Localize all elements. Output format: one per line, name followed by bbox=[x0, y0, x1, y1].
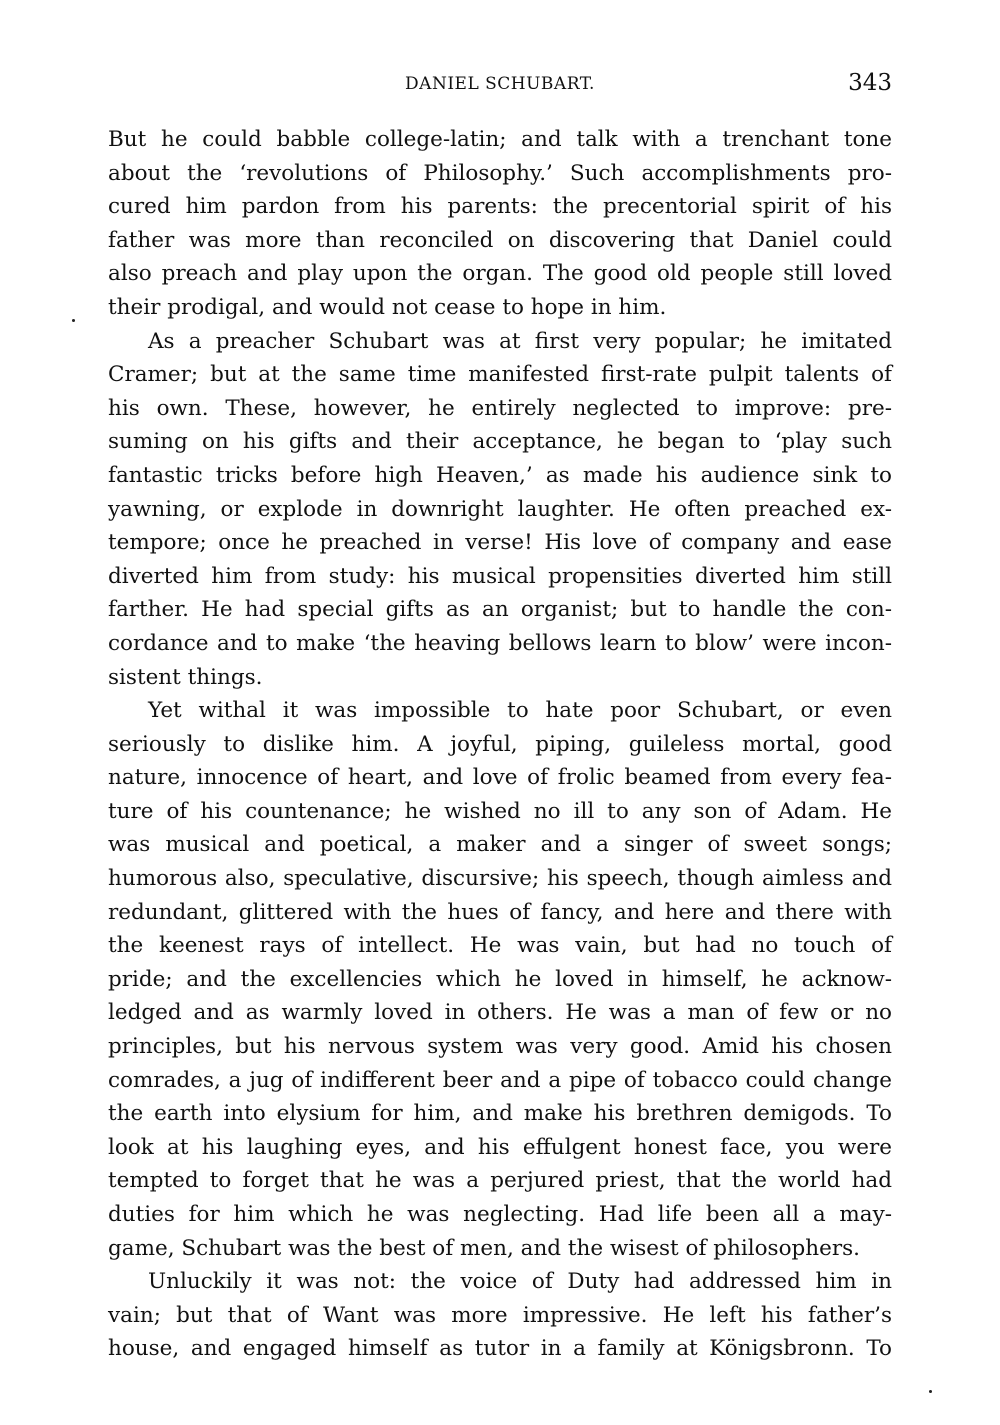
text-line: redundant, glittered with the hues of fancy, and here and there with bbox=[108, 899, 892, 925]
text-line: was musical and poetical, a maker and a singer of sweet songs; bbox=[108, 832, 892, 858]
text-line: duties for him which he was neglecting. Had life been all a may- bbox=[108, 1202, 892, 1227]
text-line: Cramer; but at the same time manifested first-rate pulpit talents of bbox=[108, 362, 892, 388]
paragraph bbox=[108, 325, 892, 695]
text-line: comrades, a jug of indifferent beer and a pipe of tobacco could change bbox=[108, 1067, 892, 1093]
running-head bbox=[108, 72, 892, 102]
text-line: the earth into elysium for him, and make his brethren demigods. To bbox=[108, 1101, 892, 1127]
text-line: cordance and to make ‘the heaving bellows learn to blow’ were incon- bbox=[108, 630, 892, 656]
text-line: his own. These, however, he entirely neglected to improve: pre- bbox=[108, 395, 892, 421]
text-line: nature, innocence of heart, and love of frolic beamed from every fea- bbox=[108, 765, 892, 791]
page-number: 343 bbox=[848, 70, 892, 96]
text-line: vain; but that of Want was more impressive. He left his father’s bbox=[108, 1302, 892, 1328]
text-line: house, and engaged himself as tutor in a family at Königsbronn. To bbox=[108, 1336, 892, 1362]
text-line: Unluckily it was not: the voice of Duty had addressed him in bbox=[148, 1269, 892, 1295]
text-line: But he could babble college-latin; and talk with a trenchant tone bbox=[108, 127, 892, 152]
text-line: look at his laughing eyes, and his effulgent honest face, you were bbox=[108, 1134, 892, 1160]
margin-speck bbox=[929, 1390, 932, 1393]
text-line: ledged and as warmly loved in others. He was a man of few or no bbox=[108, 1000, 892, 1026]
running-title: DANIEL SCHUBART. bbox=[405, 74, 595, 94]
text-line: father was more than reconciled on discovering that Daniel could bbox=[108, 227, 892, 253]
paragraph bbox=[108, 694, 892, 1265]
text-line: humorous also, speculative, discursive; his speech, though aimless and bbox=[108, 866, 892, 892]
text-line: tempore; once he preached in verse! His love of company and ease bbox=[108, 530, 892, 556]
text-line: ture of his countenance; he wished no ill to any son of Adam. He bbox=[108, 798, 892, 824]
text-line: their prodigal, and would not cease to hope in him. bbox=[108, 294, 667, 320]
margin-speck bbox=[72, 319, 75, 322]
paragraph bbox=[108, 123, 892, 325]
text-line: As a preacher Schubart was at first very popular; he imitated bbox=[148, 328, 892, 354]
text-line: also preach and play upon the organ. The good old people still loved bbox=[108, 261, 892, 287]
text-line: Yet withal it was impossible to hate poor Schubart, or even bbox=[148, 698, 892, 724]
text-line: tempted to forget that he was a perjured priest, that the world had bbox=[108, 1168, 892, 1194]
text-line: cured him pardon from his parents: the precentorial spirit of his bbox=[108, 194, 892, 220]
text-line: suming on his gifts and their acceptance, he began to ‘play such bbox=[108, 429, 892, 455]
text-line: the keenest rays of intellect. He was vain, but had no touch of bbox=[108, 933, 892, 959]
text-line: farther. He had special gifts as an organist; but to handle the con- bbox=[108, 597, 892, 623]
text-line: fantastic tricks before high Heaven,’ as made his audience sink to bbox=[108, 462, 892, 488]
text-line: sistent things. bbox=[108, 664, 263, 690]
text-line: about the ‘revolutions of Philosophy.’ Such accomplishments pro- bbox=[108, 160, 892, 186]
text-line: yawning, or explode in downright laughter. He often preached ex- bbox=[108, 496, 892, 522]
text-line: pride; and the excellencies which he loved in himself, he acknow- bbox=[108, 966, 892, 992]
text-line: seriously to dislike him. A joyful, piping, guileless mortal, good bbox=[108, 731, 892, 757]
text-line: game, Schubart was the best of men, and the wisest of philosophers. bbox=[108, 1235, 860, 1261]
text-line: principles, but his nervous system was very good. Amid his chosen bbox=[108, 1034, 892, 1060]
body-text bbox=[108, 123, 892, 1366]
paragraph bbox=[108, 1265, 892, 1366]
text-line: diverted him from study: his musical propensities diverted him still bbox=[108, 563, 892, 589]
